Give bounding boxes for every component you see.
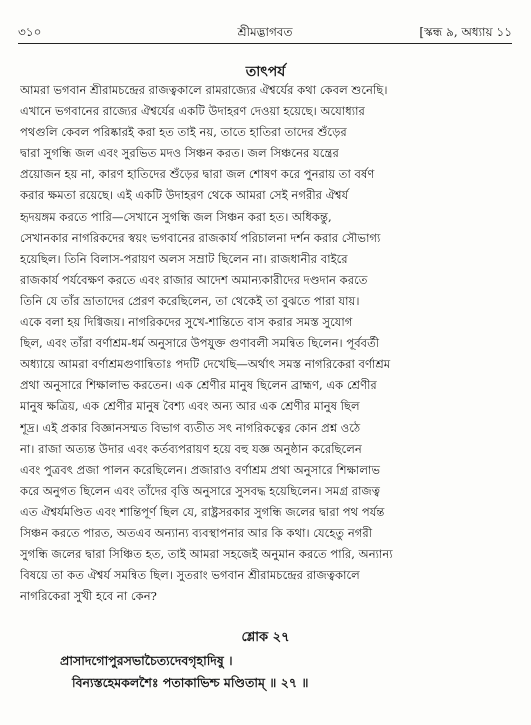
purport-line: ছিল, এবং তাঁরা বর্ণাশ্রম-ধর্ম অনুসারে উপযুক্ত গুণাবলী সমন্বিত ছিলেন। পূর্ববর্তী: [20, 336, 380, 351]
purport-line: পথগুলি কেবল পরিষ্কারই করা হত তাই নয়, তাতে হাতিরা তাদের শুঁড়ের: [20, 125, 347, 140]
purport-line: এত ঐশ্বর্যমণ্ডিত এবং শান্তিপূর্ণ ছিল যে, রাষ্ট্রসরকার সুগন্ধি জলের দ্বারা পথ পর্যন্ত: [20, 504, 385, 519]
purport-line: মানুষ ক্ষত্রিয়, এক শ্রেণীর মানুষ বৈশ্য এবং অন্য আর এক শ্রেণীর মানুষ ছিল: [20, 399, 360, 414]
section-reference: [স্কন্ধ ৯, অধ্যায় ১১: [419, 25, 512, 39]
verse-text: [60, 650, 490, 694]
purport-line: শূদ্র। এই প্রকার বিজ্ঞানসম্মত বিভাগ ব্যতীত সৎ নাগরিকত্বের কোন প্রশ্ন ওঠে: [20, 420, 361, 435]
purport-line: দ্বারা সুগন্ধি জল এবং সুরভিত মদও সিঞ্চন করত। জল সিঞ্চনের যন্ত্রের: [20, 146, 339, 161]
purport-line: প্রয়োজন হয় না, কারণ হাতিদের শুঁড়ের দ্বারা জল শোষণ করে পুনরায় তা বর্ষণ: [20, 167, 375, 182]
header-rule: [18, 43, 512, 44]
purport-line: বিষয়ে তা কত ঐশ্বর্য সমন্বিত ছিল। সুতরাং ভগবান শ্রীরামচন্দ্রের রাজত্বকালে: [20, 568, 360, 583]
purport-line: প্রথা অনুসারে শিক্ষালাভ করতেন। এক শ্রেণীর মানুষ ছিলেন ব্রাহ্মণ, এক শ্রেণীর: [20, 378, 377, 393]
page-number: ৩১০: [18, 25, 42, 39]
running-header: [18, 24, 512, 42]
verse-line-2: বিন্যস্তহেমকলশৈঃ পতাকাভিশ্চ মণ্ডিতাম্ ॥ ২৭ ॥: [72, 675, 309, 690]
purport-line: সিঞ্চন করতে পারত, অতএব অন্যান্য ব্যবস্থাপনার আর কি কথা। যেহেতু নগরী: [20, 525, 373, 540]
verse-number: শ্লোক ২৭: [241, 630, 290, 645]
purport-line: হয়েছিল। তিনি বিলাস-পরায়ণ অলস সম্রাট ছিলেন না। রাজধানীর বাইরে: [20, 251, 348, 266]
purport-line: অধ্যায়ে আমরা বর্ণাশ্রমগুণান্বিতাঃ পদটি দেখেছি—অর্থাৎ সমস্ত নাগরিকেরা বর্ণাশ্রম: [20, 357, 391, 372]
purport-heading: তাৎপর্য: [245, 64, 286, 80]
purport-line: হৃদয়ঙ্গম করতে পারি—সেখানে সুগন্ধি জল সিঞ্চন করা হত। অধিকন্তু,: [20, 209, 332, 224]
purport-line: না। রাজা অত্যন্ত উদার এবং কর্তব্যপরায়ণ হয়ে বহু যজ্ঞ অনুষ্ঠান করেছিলেন: [20, 441, 362, 456]
verse-line-1: প্রাসাদগোপুরসভাচৈত্যদেবগৃহাদিষু ।: [60, 653, 233, 668]
purport-line: রাজকার্য পর্যবেক্ষণ করতে এবং রাজার আদেশ অমান্যকারীদের দণ্ডদান করতে: [20, 272, 368, 287]
purport-line: সেখানকার নাগরিকদের স্বয়ং ভগবানের রাজকার্য পরিচালনা দর্শন করার সৌভাগ্য: [20, 230, 381, 245]
book-title: শ্রীমদ্ভাগবত: [237, 25, 293, 39]
purport-line: তিনি যে তাঁর ভ্রাতাদের প্রেরণ করেছিলেন, তা থেকেই তা বুঝতে পারা যায়।: [20, 293, 360, 308]
purport-line: একে বলা হয় দিগ্বিজয়। নাগরিকদের সুখে-শান্তিতে বাস করার সমস্ত সুযোগ: [20, 315, 353, 330]
purport-line: নাগরিকেরা সুখী হবে না কেন?: [20, 589, 157, 604]
purport-line: এবং পুত্রবৎ প্রজা পালন করেছিলেন। প্রজারাও বর্ণাশ্রম প্রথা অনুসারে শিক্ষালাভ: [20, 462, 380, 477]
purport-line: করার ক্ষমতা রয়েছে। এই একটি উদাহরণ থেকে আমরা সেই নগরীর ঐশ্বর্য: [20, 188, 349, 203]
purport-line: এখানে ভগবানের রাজ্যের ঐশ্বর্যের একটি উদাহরণ দেওয়া হয়েছে। অযোধ্যার: [20, 104, 365, 119]
purport-line: করে অনুগত ছিলেন এবং তাঁদের বৃত্তি অনুসারে সুসবদ্ধ হয়েছিলেন। সমগ্র রাজত্ব: [20, 483, 381, 498]
purport-body: [20, 80, 512, 607]
purport-line: সুগন্ধি জলের দ্বারা সিঞ্চিত হত, তাই আমরা সহজেই অনুমান করতে পারি, অন্যান্য: [20, 547, 393, 562]
purport-line: আমরা ভগবান শ্রীরামচন্দ্রের রাজত্বকালে রামরাজ্যের ঐশ্বর্যের কথা কেবল শুনেছি।: [20, 83, 388, 97]
